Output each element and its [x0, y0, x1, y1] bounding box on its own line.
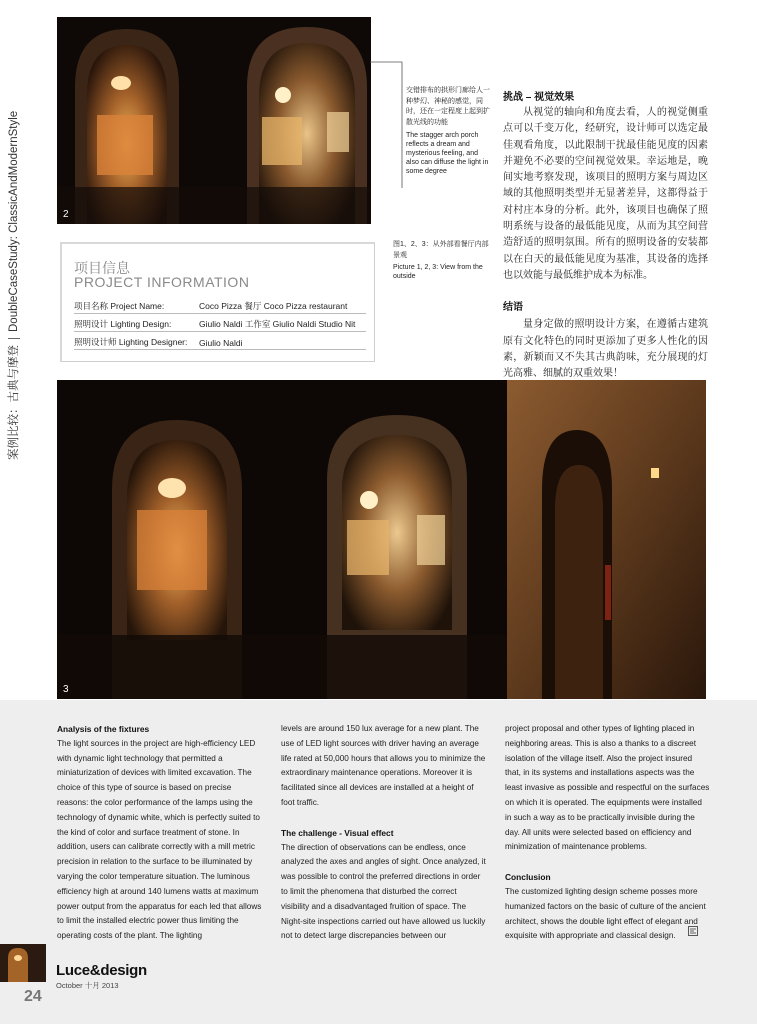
en-conclusion-heading: Conclusion	[505, 872, 551, 883]
figure-2-number: 2	[63, 209, 69, 220]
photo-figure-2	[57, 17, 371, 224]
figures-caption-en: Picture 1, 2, 3: View from the outside	[393, 264, 483, 280]
project-info-row	[74, 314, 366, 332]
project-info-key: 项目名称 Project Name:	[74, 301, 165, 311]
project-info-row	[74, 332, 366, 350]
en-levels-body: levels are around 150 lux average for a new plant. The use of LED light sources with driver having an average life rated at 50,000 hours that allows you to minimize the extraordinary maintenance operations. Moreover it is facilitated since all devices are installed at a height of foot traffic.	[281, 724, 486, 807]
issue-date: October 十月 2013	[56, 981, 119, 990]
figures-caption-cn: 图1、2、3：从外部看餐厅内部景观	[393, 241, 489, 259]
caption-pointer-line	[370, 60, 406, 190]
project-info-title-en: PROJECT INFORMATION	[74, 274, 250, 290]
cn-challenge-heading: 挑战 – 视觉效果	[503, 92, 575, 103]
en-proposal-body: project proposal and other types of lighting placed in neighboring areas. This is also a thanks to a discreet isolation of the village itself. Also the project insured that, in its systems and installations aspects was the least invasive as possible and respectful on the surfaces on which it is operated. The equipments were installed in such a way as to be practically invisible during the day. All units were selected based on efficiency and minimization of maintenance problems.	[505, 724, 710, 852]
arch-caption	[406, 86, 490, 176]
end-mark-icon	[688, 926, 698, 936]
project-info-value: Giulio Naldi	[199, 338, 243, 348]
project-info-table	[74, 296, 366, 350]
en-challenge-heading: The challenge - Visual effect	[281, 827, 394, 838]
cn-conclusion-body: 量身定做的照明设计方案，在遵循古建筑原有文化特色的同时更添加了更多人性化的因素，新颖而又不失其古典韵味，充分展现的灯光高雅、细腻的双重效果！	[503, 319, 708, 380]
photo-figure-3	[57, 380, 706, 699]
cn-conclusion-heading: 结语	[503, 302, 523, 314]
cn-text-column	[503, 88, 708, 382]
side-section-label	[2, 80, 24, 460]
en-analysis-body: The light sources in the project are high-efficiency LED with dynamic light technology that permitted a miniaturization of devices with limited excavation. The choice of this type of source is based on precise reasons: the color performance of the lamps using the technology of dynamic white, which is perfectly suited to the kind of color and surface treatment of stone. In addition, users can calibrate correctly with a mill metric precision in relation to the surface to be illuminated by varying the color temperature situation. The luminous efficiency high at around 140 lumens watts at maximum power output from the apparatus for each led that allows to limit the installed electric power thus limiting the operating costs of the plant. The lighting	[57, 738, 262, 941]
arch-caption-cn: 交错排布的拱形门廊给人一种梦幻、神秘的感觉，同时，还在一定程度上起到扩散光线的功能	[406, 87, 490, 126]
project-info-value: Coco Pizza 餐厅 Coco Pizza restaurant	[199, 301, 348, 311]
project-information-box	[60, 242, 375, 362]
arch-caption-en: The stagger arch porch reflects a dream and mysterious feeling, and also can diffuse the light in some degree	[406, 132, 489, 175]
en-analysis-heading: Analysis of the fixtures	[57, 724, 150, 734]
project-info-value: Giulio Naldi 工作室 Giulio Naldi Studio Nit	[199, 319, 356, 329]
en-column-3	[505, 722, 710, 944]
project-info-key: 照明设计 Lighting Design:	[74, 319, 172, 329]
en-conclusion-body: The customized lighting design scheme posses more humanized factors on the basic of culture of the ancient architect, shows the double light effect of elegant and exquisite with appropriate and classical design.	[505, 886, 706, 941]
en-challenge-body: The direction of observations can be endless, once analyzed the axes and angles of sight. Once analyzed, it was possible to control the preferred directions in order to limit the phenomena that disturbed the correct visibility and a disadvantaged fruition of space. The Night-site inspections carried out have allowed us luckily not to detect large discrepancies between our	[281, 842, 486, 941]
side-label-divider	[8, 338, 20, 339]
footer-thumbnail-image	[0, 944, 46, 982]
side-label-cn: 案例比较：古典与摩登	[8, 345, 20, 460]
magazine-logo: Luce&design	[56, 962, 147, 979]
project-info-title-cn: 项目信息	[74, 260, 130, 276]
project-info-key: 照明设计师 Lighting Designer:	[74, 337, 188, 347]
en-column-2	[281, 722, 486, 944]
en-column-1	[57, 722, 262, 944]
cn-challenge-body: 从视觉的轴向和角度去看，人的视觉侧重点可以千变万化，经研究，设计师可以选定最佳观看角度，以此限制干扰最佳能见度的因素并避免不必要的空间视觉效果。幸运地是，晚间实地考察发现，该项目的照明方案与周边区域的其他照明类型并无显著差异，这都得益于对村庄本身的分析。此外，该项目也确保了照明系统与设备的最低能见度，从而为其空间营造舒适的照明氛围。所有的照明设备的安装都以在白天的最低能见度为基准，其设备的选择也以效能与最低维护成本为标准。	[503, 107, 708, 281]
side-label-en: DoubleCaseStudy: ClassicAndModernStyle	[8, 110, 20, 332]
figure-3-number: 3	[63, 684, 69, 695]
figures-caption	[393, 240, 493, 281]
page-number: 24	[24, 988, 42, 1005]
project-info-row	[74, 296, 366, 314]
